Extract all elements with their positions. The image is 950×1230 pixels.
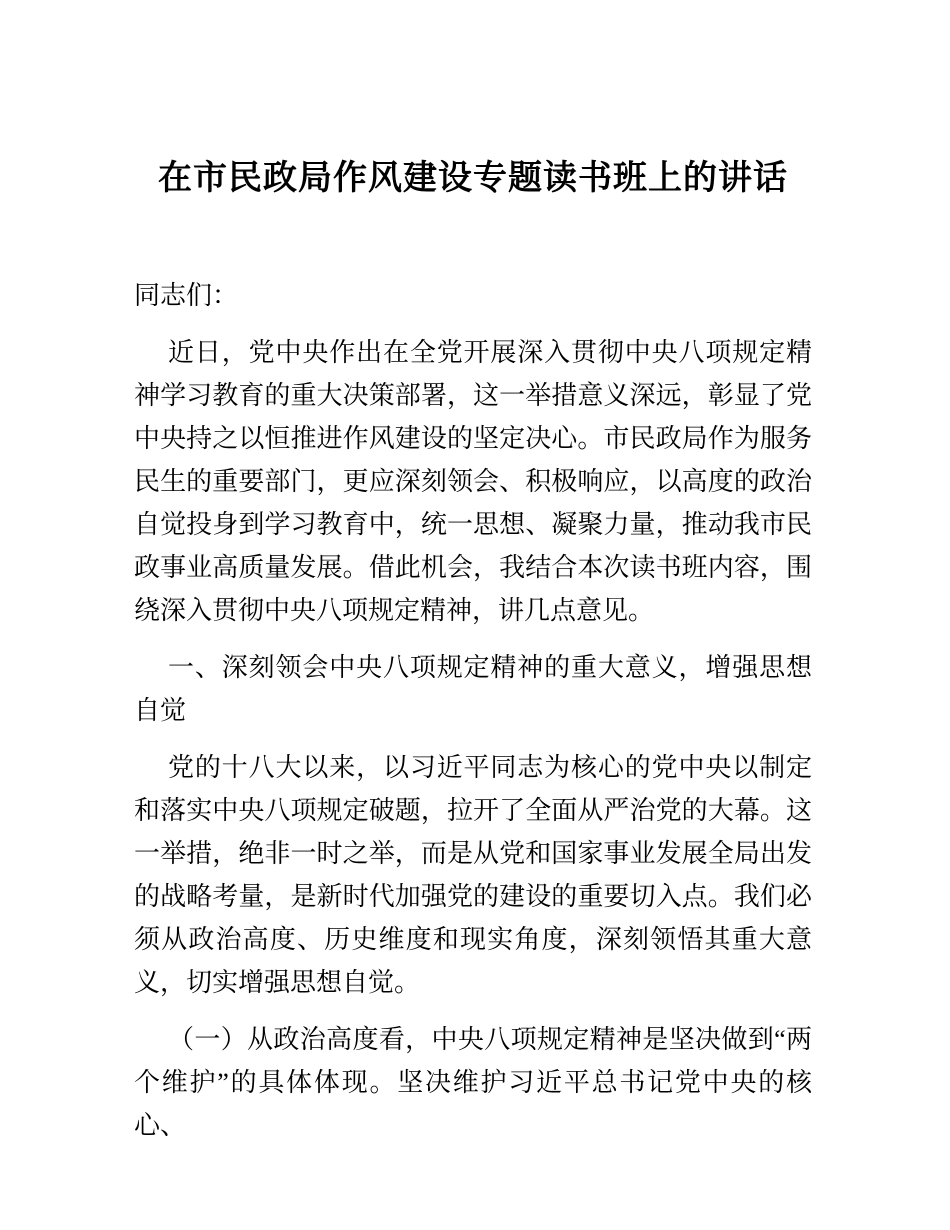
document-title-text: 在市民政局作风建设专题读书班上的讲话 (158, 159, 788, 197)
paragraph-intro: 近日，党中央作出在全党开展深入贯彻中央八项规定精神学习教育的重大决策部署，这一举措意义深远，彰显了党中央持之以恒推进作风建设的坚定决心。市民政局作为服务民生的重要部门，更应深刻领会、积极响应，以高度的政治自觉投身到学习教育中，统一思想、凝聚力量，推动我市民政事业高质量发展。借此机会，我结合本次读书班内容，围绕深入贯彻中央八项规定精神，讲几点意见。 (134, 338, 812, 625)
paragraph-section-1-body: 党的十八大以来，以习近平同志为核心的党中央以制定和落实中央八项规定破题，拉开了全面从严治党的大幕。这一举措，绝非一时之举，而是从党和国家事业发展全局出发的战略考量，是新时代加强党的建设的重要切入点。我们必须从政治高度、历史维度和现实角度，深刻领悟其重大意义，切实增强思想自觉。 (134, 753, 812, 997)
salutation: 同志们： (134, 281, 239, 310)
section-heading-1: 一、深刻领会中央八项规定精神的重大意义，增强思想自觉 (134, 653, 812, 725)
paragraph-subsection-1: （一）从政治高度看，中央八项规定精神是坚决做到“两个维护”的具体体现。坚决维护习近平总书记党中央的核心、 (134, 1025, 812, 1140)
document-title (134, 156, 812, 200)
